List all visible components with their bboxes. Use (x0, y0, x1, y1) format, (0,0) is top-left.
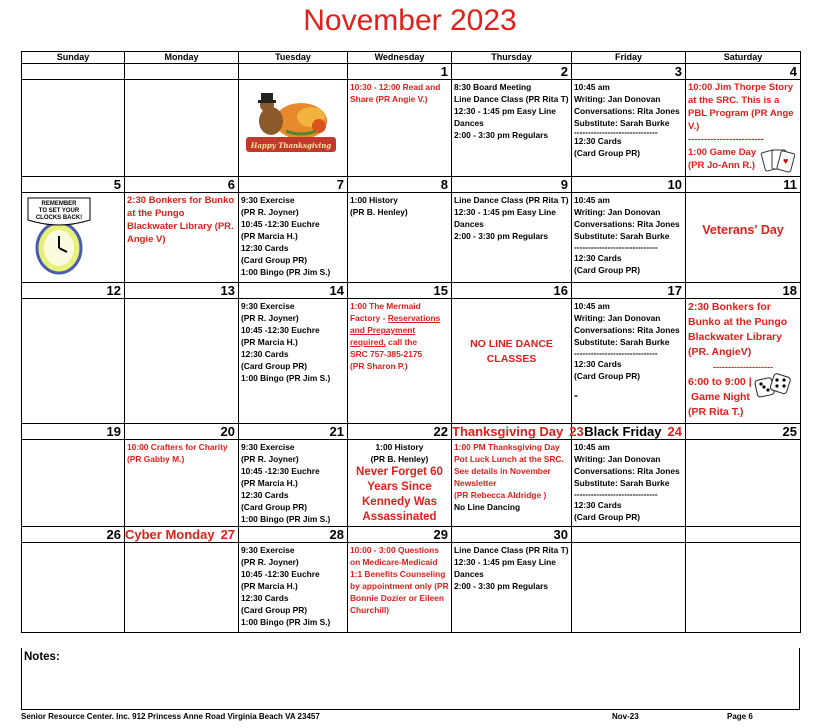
memorial-line: Kennedy Was (362, 496, 437, 508)
event-line: (Card Group PR) (574, 265, 641, 275)
event-line: ------------------------ (688, 134, 764, 145)
week2-daynum-row (22, 177, 801, 193)
event-line: 1:00 History (375, 442, 424, 452)
day-cell-nov-15 (348, 299, 452, 424)
event-line: Line Dance Class (PR Rita T) (454, 94, 569, 104)
event-line: (PR B. Henley) (350, 207, 408, 217)
event-line: (PR Marcia H.) (241, 337, 298, 347)
event-line: Substitute: Sarah Burke (574, 478, 670, 488)
event-line: 9:30 Exercise (241, 545, 295, 555)
event-line: (PR Rebecca Aldridge ) (454, 490, 547, 500)
notice-line: CLASSES (486, 353, 537, 365)
day-number: 7 (239, 177, 348, 193)
event-line: 10:45 -12:30 Euchre (241, 325, 320, 335)
day-number: 26 (22, 527, 125, 543)
day-cell-empty (572, 543, 686, 633)
day-number: 4 (686, 64, 801, 80)
underlined-text: and Prepayment (350, 325, 416, 335)
event-line (350, 324, 449, 336)
event-line-wrap (688, 375, 798, 390)
underlined-text: Reservations (387, 313, 441, 323)
day-number: 17 (572, 283, 686, 299)
notice-line: NO LINE DANCE (470, 338, 553, 350)
event-line: 10:00 Crafters for Charity (127, 442, 228, 452)
event-line: (PR B. Henley) (370, 454, 429, 464)
clock-text-line: CLOCKS BACK! (35, 215, 83, 221)
day-cell-nov-9 (452, 193, 572, 283)
week1-content-row (22, 80, 801, 177)
weekday-saturday: Saturday (686, 52, 801, 64)
event-line: (Card Group PR) (574, 512, 641, 522)
event-line: 10:45 am (574, 195, 610, 205)
event-line: Bunko at the Pungo (688, 316, 788, 328)
event-line: 9:30 Exercise (241, 301, 295, 311)
event-line: (PR Marcia H.) (241, 581, 298, 591)
day-cell-nov-3 (572, 80, 686, 177)
event-line: 1:00 Bingo (PR Jim S.) (241, 267, 331, 277)
weekday-thursday: Thursday (452, 52, 572, 64)
event-line: 10:45 am (574, 301, 610, 311)
event-line: 1:00 Bingo (PR Jim S.) (241, 373, 331, 383)
day-cell-nov-7 (239, 193, 348, 283)
day-cell-empty (125, 80, 239, 177)
clock-text-line: TO SET YOUR (38, 208, 80, 214)
event-line: -------------------- (713, 362, 773, 372)
event-line: " (574, 393, 578, 403)
day-cell-nov-16 (452, 299, 572, 424)
day-cell-nov-18 (686, 299, 801, 424)
day-number: 15 (348, 283, 452, 299)
event-line: Conversations: Rita Jones (574, 325, 680, 335)
holiday-label: Veterans' Day (702, 222, 784, 237)
day-cell-nov-28 (239, 543, 348, 633)
event-line: (Card Group PR) (241, 605, 308, 615)
day-number: 21 (239, 424, 348, 440)
day-number: 13 (125, 283, 239, 299)
day-number: 9 (452, 177, 572, 193)
holiday-label: Thanksgiving Day (452, 424, 564, 439)
event-line: (PR R. Joyner) (241, 557, 299, 567)
dice-icon (754, 371, 792, 401)
day-number: 1 (348, 64, 452, 80)
event-line: Dances (454, 219, 484, 229)
day-number-black-friday: Black Friday 24 (572, 424, 686, 440)
day-cell-nov-5 (22, 193, 125, 283)
day-cell-nov-17 (572, 299, 686, 424)
day-number: 29 (348, 527, 452, 543)
event-line: Substitute: Sarah Burke (574, 231, 670, 241)
event-line: 2:30 Bonkers for (688, 301, 771, 313)
event-line: 12:30 Cards (574, 253, 622, 263)
weekday-header-row (22, 52, 801, 64)
week3-daynum-row (22, 283, 801, 299)
week5-content-row (22, 543, 801, 633)
week4-daynum-row (22, 424, 801, 440)
event-line: Writing: Jan Donovan (574, 454, 661, 464)
day-cell-nov-8 (348, 193, 452, 283)
event-line: 12:30 - 1:45 pm Easy Line (454, 106, 556, 116)
event-line: 12:30 - 1:45 pm Easy Line (454, 207, 556, 217)
weekday-tuesday: Tuesday (239, 52, 348, 64)
day-cell-nov-23 (452, 440, 572, 527)
day-number: 16 (452, 283, 572, 299)
underlined-text: required, (350, 337, 386, 347)
event-line: 10:45 am (574, 442, 610, 452)
event-line: 10:45 -12:30 Euchre (241, 569, 320, 579)
playing-cards-icon (760, 147, 794, 173)
day-number: 6 (125, 177, 239, 193)
event-line: 12:30 - 1:45 pm Easy Line (454, 557, 556, 567)
day-cell-nov-20 (125, 440, 239, 527)
footer-page-number: Page 6 (727, 712, 753, 721)
event-line: Conversations: Rita Jones (574, 219, 680, 229)
event-line: Substitute: Sarah Burke (574, 118, 670, 128)
event-line: Factory - Reservations (350, 313, 441, 323)
day-number (686, 527, 801, 543)
event-line: 1:00 Game Day (688, 147, 757, 158)
event-line: (PR. AngieV) (688, 346, 752, 358)
event-line: 12:30 Cards (574, 359, 622, 369)
week4-content-row (22, 440, 801, 527)
day-number: 5 (22, 177, 125, 193)
footer-date: Nov-23 (612, 712, 639, 721)
week2-content-row (22, 193, 801, 283)
event-line: 1:00 The Mermaid (350, 301, 421, 311)
thanksgiving-turkey-icon (241, 81, 341, 161)
event-line: Conversations: Rita Jones (574, 466, 680, 476)
page-title: November 2023 (303, 4, 517, 37)
event-line: (PR R. Joyner) (241, 207, 299, 217)
day-cell-empty (22, 299, 125, 424)
day-cell-nov-22 (348, 440, 452, 527)
day-number-thanksgiving: Thanksgiving Day 23 (452, 424, 584, 439)
event-line: 10:45 -12:30 Euchre (241, 219, 320, 229)
event-line: 10:00 Jim Thorpe Story at the SRC. This is a PBL Program (PR Ange V.) (688, 82, 794, 132)
event-line: Dances (454, 118, 484, 128)
clock-reminder-icon (24, 194, 94, 278)
day-number: 30 (452, 527, 572, 543)
event-line: 8:30 Board Meeting (454, 82, 532, 92)
day-number: 12 (22, 283, 125, 299)
event-line: 9:30 Exercise (241, 442, 295, 452)
week1-daynum-row (22, 64, 801, 80)
holiday-label: Cyber Monday (125, 527, 215, 542)
event-line: (PR R. Joyner) (241, 313, 299, 323)
day-cell-nov-4 (686, 80, 801, 177)
event-line: 6:00 to 9:00 | (688, 376, 752, 388)
day-cell-nov-29 (348, 543, 452, 633)
event-line: (Card Group PR) (574, 371, 641, 381)
event-line: 10:45 am (574, 82, 610, 92)
calendar-grid (21, 51, 801, 633)
day-number (125, 64, 239, 80)
event-line: 10:45 -12:30 Euchre (241, 466, 320, 476)
day-cell-nov-11 (686, 193, 801, 283)
day-cell-thanksgiving-art (239, 80, 348, 177)
event-line: ------------------------------ (574, 348, 658, 358)
memorial-line: Assassinated (362, 511, 437, 523)
day-cell-empty (686, 543, 801, 633)
event-line: 12:30 Cards (574, 500, 622, 510)
holiday-label: Black Friday (584, 424, 662, 439)
weekday-sunday: Sunday (22, 52, 125, 64)
event-line-wrap (688, 156, 798, 172)
event-line: 2:00 - 3:30 pm Regulars (454, 231, 549, 241)
event-line: 1:00 Bingo (PR Jim S.) (241, 617, 331, 627)
event-line: Game Night (691, 391, 750, 403)
svg-text:♥: ♥ (783, 156, 789, 166)
event-line: Substitute: Sarah Burke (574, 337, 670, 347)
week3-content-row (22, 299, 801, 424)
week5-daynum-row (22, 527, 801, 543)
day-cell-nov-24 (572, 440, 686, 527)
event-line: 2:00 - 3:30 pm Regulars (454, 130, 549, 140)
event-line: 10:30 - 12:00 Read and (350, 82, 441, 92)
weekday-friday: Friday (572, 52, 686, 64)
clock-text-line: REMEMBER (41, 201, 77, 207)
event-line: Writing: Jan Donovan (574, 94, 661, 104)
day-number: 3 (572, 64, 686, 80)
event-line: (Card Group PR) (241, 255, 308, 265)
event-line: (PR Gabby M.) (127, 454, 185, 464)
day-number: 14 (239, 283, 348, 299)
day-cell-empty (22, 440, 125, 527)
event-line: (Card Group PR) (241, 502, 308, 512)
day-cell-empty (125, 543, 239, 633)
event-line: 2:30 Bonkers for Bunko at the Pungo Blackwater Library (PR. Angie V) (127, 195, 235, 245)
event-line: 12:30 Cards (241, 593, 289, 603)
event-line: Dances (454, 569, 484, 579)
day-cell-nov-1 (348, 80, 452, 177)
day-number (22, 64, 125, 80)
day-cell-nov-30 (452, 543, 572, 633)
event-line: Blackwater Library (688, 331, 782, 343)
day-cell-empty (22, 80, 125, 177)
event-line: (PR Sharon P.) (350, 361, 408, 371)
footer-address: Senior Resource Center. Inc. 912 Princess Anne Road Virginia Beach VA 23457 (21, 712, 320, 721)
event-line: (PR Jo-Ann R.) (688, 160, 756, 171)
event-line: 1:00 Bingo (PR Jim S.) (241, 514, 331, 524)
day-cell-nov-14 (239, 299, 348, 424)
day-number: 2 (452, 64, 572, 80)
event-line: required, call the (350, 337, 418, 347)
event-line: (PR Marcia H.) (241, 231, 298, 241)
event-line: (PR Marcia H.) (241, 478, 298, 488)
event-line: (Card Group PR) (574, 148, 641, 158)
event-line: 9:30 Exercise (241, 195, 295, 205)
event-line: (PR Rita T.) (688, 406, 744, 418)
event-line: Line Dance Class (PR Rita T) (454, 545, 569, 555)
event-line: ------------------------------ (574, 242, 658, 252)
event-line: 10:00 - 3:00 Questions on Medicare-Medicaid 1:1 Benefits Counseling by appointment only (PR Bonnie Dozier or Eileen Churchill) (350, 545, 449, 615)
event-line: 1:00 History (350, 195, 398, 205)
day-cell-nov-21 (239, 440, 348, 527)
event-line: (Card Group PR) (241, 361, 308, 371)
event-line: 12:30 Cards (241, 349, 289, 359)
day-number: 18 (686, 283, 801, 299)
event-line: ------------------------------ (574, 489, 658, 499)
day-cell-empty (125, 299, 239, 424)
memorial-line: Never Forget 60 (356, 466, 443, 478)
day-number: 10 (572, 177, 686, 193)
event-line: 1:00 PM Thanksgiving Day Pot Luck Lunch at the SRC. See details in November Newsletter (454, 442, 564, 488)
day-number (572, 527, 686, 543)
event-line: SRC 757-385-2175 (350, 349, 423, 359)
day-number: 22 (348, 424, 452, 440)
event-line: Writing: Jan Donovan (574, 313, 661, 323)
thanksgiving-banner-text: Happy Thanksgiving (250, 141, 332, 150)
day-cell-empty (22, 543, 125, 633)
event-line: 12:30 Cards (241, 243, 289, 253)
day-cell-nov-6 (125, 193, 239, 283)
event-line: 12:30 Cards (241, 490, 289, 500)
memorial-line: Years Since (367, 481, 432, 493)
day-number: 8 (348, 177, 452, 193)
day-number: 25 (686, 424, 801, 440)
day-cell-nov-25 (686, 440, 801, 527)
event-line: Conversations: Rita Jones (574, 106, 680, 116)
event-line: No Line Dancing (454, 502, 521, 512)
event-line: ------------------------------ (574, 127, 658, 137)
event-line: Line Dance Class (PR Rita T) (454, 195, 569, 205)
day-cell-nov-10 (572, 193, 686, 283)
weekday-wednesday: Wednesday (348, 52, 452, 64)
day-number: 28 (239, 527, 348, 543)
day-number-cyber-monday: Cyber Monday 27 (125, 527, 239, 543)
event-line: (PR R. Joyner) (241, 454, 299, 464)
event-line: 12:30 Cards (574, 136, 622, 146)
day-number: 11 (686, 177, 801, 193)
notes-label: Notes: (24, 651, 60, 663)
weekday-monday: Monday (125, 52, 239, 64)
day-number: 20 (125, 424, 239, 440)
notes-box (21, 648, 800, 710)
day-cell-nov-2 (452, 80, 572, 177)
event-line: 2:00 - 3:30 pm Regulars (454, 581, 549, 591)
event-line: Share (PR Angie V.) (350, 94, 428, 104)
day-number (239, 64, 348, 80)
event-line: Writing: Jan Donovan (574, 207, 661, 217)
day-number: 19 (22, 424, 125, 440)
event-line (574, 382, 683, 392)
